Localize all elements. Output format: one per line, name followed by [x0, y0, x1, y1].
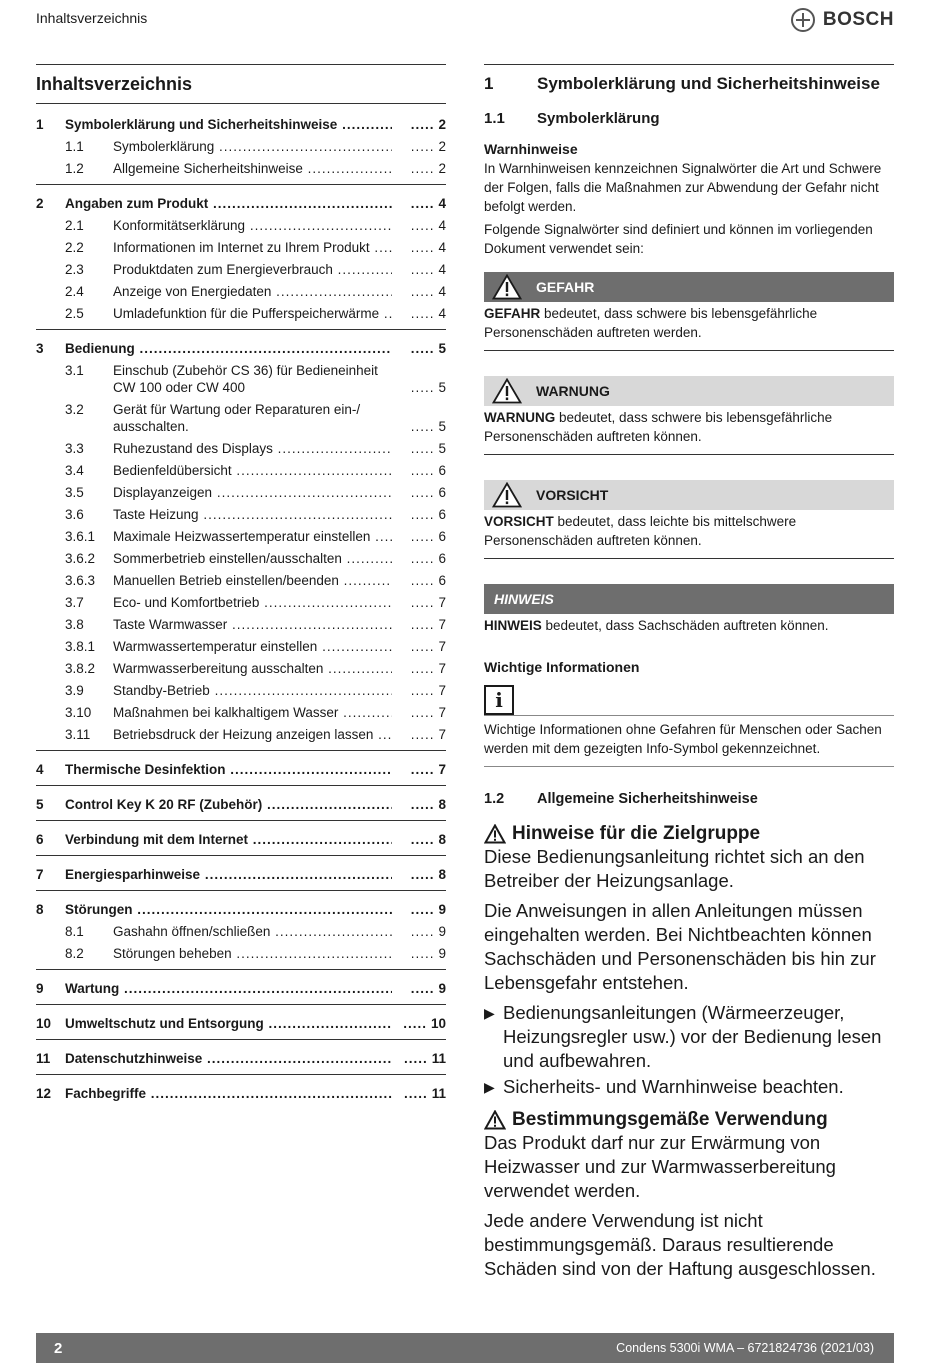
toc-entry-page: ..... 9 — [396, 899, 446, 921]
toc-group — [36, 750, 446, 785]
toc-group — [36, 785, 446, 820]
toc-subentry-number: 3.6 — [65, 507, 84, 522]
bullet-text: Bedienungsanleitungen (Wärmeerzeuger, Heizungsregler usw.) vor der Bedienung lesen und aufbewahren. — [503, 1002, 882, 1071]
toc-group — [36, 820, 446, 855]
toc-subentry-title: Standby-Betrieb ..... — [113, 680, 392, 702]
toc-entry-title: Wartung ..... — [65, 978, 392, 1000]
toc-subentry-page: ..... 2 — [396, 136, 446, 158]
toc-group — [36, 1074, 446, 1109]
toc-subentry-number: 3.4 — [65, 463, 84, 478]
toc-entry-number: 9 — [36, 981, 44, 996]
bullet-arrow-icon: ▶ — [484, 1005, 495, 1021]
toc-entry[interactable] — [36, 759, 446, 781]
signal-word: GEFAHR — [536, 279, 595, 295]
toc-subentry[interactable] — [36, 570, 446, 592]
toc-subentry-title: Displayanzeigen ..... — [113, 482, 392, 504]
toc-subentry-title: Bedienfeldübersicht ..... — [113, 460, 392, 482]
toc-subentry-number: 2.2 — [65, 240, 84, 255]
toc-group — [36, 1039, 446, 1074]
toc-entry[interactable] — [36, 114, 446, 136]
toc-group — [36, 104, 446, 184]
toc-subentry-number: 3.8.2 — [65, 661, 96, 676]
toc-subentry-page: ..... 4 — [396, 281, 446, 303]
toc-subentry-number: 2.4 — [65, 284, 84, 299]
warnung-description — [484, 408, 894, 455]
toc-subentry-number: 3.7 — [65, 595, 84, 610]
toc-entry-title: Verbindung mit dem Internet ..... — [65, 829, 392, 851]
toc-subentry-number: 3.8 — [65, 617, 84, 632]
warnung-bar — [484, 376, 894, 406]
hinweis-bar — [484, 584, 894, 614]
section-1 — [484, 64, 894, 1281]
toc-subentry-number: 8.1 — [65, 924, 84, 939]
page-footer — [36, 1333, 894, 1363]
verwendung-paragraph-2: Jede andere Verwendung ist nicht bestimmungsgemäß. Daraus resultierende Schäden sind von der Haftung ausgeschlossen. — [484, 1210, 876, 1279]
vorsicht-bold: VORSICHT — [484, 514, 554, 529]
list-item — [484, 1075, 894, 1099]
toc-subentry[interactable] — [36, 482, 446, 504]
vorsicht-description — [484, 512, 894, 559]
toc-entry[interactable] — [36, 338, 446, 360]
toc-subentry-title: Maximale Heizwassertemperatur einstellen ..... — [113, 526, 392, 548]
toc-subentry[interactable] — [36, 680, 446, 702]
toc-entry-number: 2 — [36, 196, 44, 211]
toc-entry-page: ..... 11 — [396, 1083, 446, 1105]
toc-entry-number: 12 — [36, 1086, 52, 1101]
toc-subentry[interactable] — [36, 438, 446, 460]
gefahr-bar — [484, 272, 894, 302]
toc-subentry-number: 8.2 — [65, 946, 84, 961]
brand-wordmark: BOSCH — [822, 9, 894, 30]
toc-subentry-title: Eco- und Komfortbetrieb ..... — [113, 592, 392, 614]
info-symbol-row — [484, 685, 894, 716]
toc-entry-title: Fachbegriffe ..... — [65, 1083, 392, 1105]
toc-entry-number: 4 — [36, 762, 44, 777]
hinweis-text: bedeutet, dass Sachschäden auftreten können. — [541, 618, 829, 633]
toc-subentry-page: ..... 6 — [396, 526, 446, 548]
toc-group — [36, 855, 446, 890]
toc-entry[interactable] — [36, 1048, 446, 1070]
toc-entry-number: 3 — [36, 341, 44, 356]
toc-subentry-page: ..... 4 — [396, 303, 446, 325]
toc-entry[interactable] — [36, 978, 446, 1000]
toc-entry[interactable] — [36, 794, 446, 816]
zielgruppe-heading — [484, 823, 894, 845]
toc-subentry-page: ..... 4 — [396, 215, 446, 237]
toc-subentry-title: Taste Warmwasser ..... — [113, 614, 392, 636]
toc-subentry-page: ..... 5 — [396, 377, 446, 399]
toc-subentry-page: ..... 7 — [396, 636, 446, 658]
section-number: 1 — [484, 74, 494, 93]
signal-word: VORSICHT — [536, 487, 609, 503]
toc-subentry-title: Produktdaten zum Energieverbrauch ..... — [113, 259, 392, 281]
table-of-contents — [36, 64, 446, 1109]
toc-subentry[interactable] — [36, 259, 446, 281]
toc-subentry[interactable] — [36, 303, 446, 325]
bullet-arrow-icon: ▶ — [484, 1079, 495, 1095]
warning-triangle-icon — [484, 824, 506, 844]
toc-subentry[interactable] — [36, 360, 446, 399]
toc-subentry-number: 3.10 — [65, 705, 92, 720]
toc-subentry-title: Manuellen Betrieb einstellen/beenden ..... — [113, 570, 392, 592]
toc-entry-title: Bedienung ..... — [65, 338, 392, 360]
toc-subentry[interactable] — [36, 237, 446, 259]
toc-subentry-page: ..... 9 — [396, 921, 446, 943]
gefahr-description — [484, 304, 894, 351]
toc-subentry[interactable] — [36, 399, 446, 438]
toc-subentry[interactable] — [36, 702, 446, 724]
zielgruppe-paragraph-2: Die Anweisungen in allen Anleitungen müssen eingehalten werden. Bei Nichtbeachten können Sachschäden und Personenschäden bis hin zur Lebensgefahr entstehen. — [484, 900, 876, 993]
toc-entry[interactable] — [36, 193, 446, 215]
toc-subentry-number: 3.3 — [65, 441, 84, 456]
toc-subentry-number: 3.6.1 — [65, 529, 96, 544]
toc-subentry-title: Taste Heizung ..... — [113, 504, 392, 526]
page-number: 2 — [54, 1339, 63, 1357]
warnhinweise-paragraph-2: Folgende Signalwörter sind definiert und können im vorliegenden Dokument verwendet sein: — [484, 222, 873, 256]
toc-subentry-number: 2.5 — [65, 306, 84, 321]
document-reference: Condens 5300i WMA – 6721824736 (2021/03) — [616, 1341, 874, 1355]
toc-subentry-title: Anzeige von Energiedaten ..... — [113, 281, 392, 303]
warnung-bold: WARNUNG — [484, 410, 556, 425]
toc-subentry[interactable] — [36, 943, 446, 965]
subsection-title: Allgemeine Sicherheitshinweise — [537, 791, 758, 807]
toc-group — [36, 184, 446, 329]
toc-subentry[interactable] — [36, 158, 446, 180]
toc-subentry-number: 3.2 — [65, 402, 84, 417]
toc-subentry-page: ..... 5 — [396, 416, 446, 438]
toc-subentry-number: 3.6.2 — [65, 551, 96, 566]
toc-subentry-number: 3.1 — [65, 363, 84, 378]
toc-subentry-number: 3.9 — [65, 683, 84, 698]
toc-subentry[interactable] — [36, 136, 446, 158]
zielgruppe-paragraph-1: Diese Bedienungsanleitung richtet sich an den Betreiber der Heizungsanlage. — [484, 846, 865, 891]
toc-group — [36, 890, 446, 969]
toc-entry-page: ..... 8 — [396, 864, 446, 886]
bullet-text: Sicherheits- und Warnhinweise beachten. — [503, 1076, 844, 1097]
toc-subentry-number: 3.6.3 — [65, 573, 96, 588]
toc-subentry-number: 3.8.1 — [65, 639, 96, 654]
toc-entry-title: Energiesparhinweise ..... — [65, 864, 392, 886]
toc-entry[interactable] — [36, 864, 446, 886]
toc-subentry-title: Umladefunktion für die Pufferspeicherwärme ..... — [113, 303, 392, 325]
toc-subentry-title: Symbolerklärung ..... — [113, 136, 392, 158]
toc-entry-page: ..... 2 — [396, 114, 446, 136]
toc-entry-number: 5 — [36, 797, 44, 812]
toc-entry-title: Control Key K 20 RF (Zubehör) ..... — [65, 794, 392, 816]
toc-entry-title: Thermische Desinfektion ..... — [65, 759, 392, 781]
vorsicht-text: bedeutet, dass leichte bis mittelschwere Personenschäden auftreten können. — [484, 514, 797, 548]
toc-subentry-page: ..... 7 — [396, 724, 446, 746]
toc-entry-title: Symbolerklärung und Sicherheitshinweise ..... — [65, 114, 392, 136]
warnhinweise-heading: Warnhinweise — [484, 141, 578, 157]
section-title: Symbolerklärung und Sicherheitshinweise — [537, 74, 880, 93]
toc-group — [36, 1004, 446, 1039]
toc-subentry-title: Informationen im Internet zu Ihrem Produkt ..... — [113, 237, 392, 259]
info-icon: i — [484, 685, 514, 715]
toc-entry-page: ..... 11 — [396, 1048, 446, 1070]
toc-subentry[interactable] — [36, 504, 446, 526]
bosch-logo — [791, 8, 894, 32]
toc-entry-number: 8 — [36, 902, 44, 917]
running-header: Inhaltsverzeichnis — [36, 10, 148, 26]
vorsicht-bar — [484, 480, 894, 510]
toc-group — [36, 329, 446, 750]
toc-subentry-number: 3.11 — [65, 727, 91, 742]
warnung-text: bedeutet, dass schwere bis lebensgefährliche Personenschäden auftreten können. — [484, 410, 833, 444]
verwendung-heading — [484, 1109, 894, 1131]
toc-subentry-page: ..... 6 — [396, 548, 446, 570]
toc-entry-page: ..... 4 — [396, 193, 446, 215]
toc-subentry-number: 3.5 — [65, 485, 84, 500]
toc-subentry-page: ..... 5 — [396, 438, 446, 460]
section-1-2-heading — [484, 791, 894, 807]
toc-subentry-title: Maßnahmen bei kalkhaltigem Wasser ..... — [113, 702, 392, 724]
toc-subentry[interactable] — [36, 724, 446, 746]
toc-subentry-page: ..... 4 — [396, 259, 446, 281]
subsection-number: 1.2 — [484, 791, 505, 807]
toc-subentry-title: Einschub (Zubehör CS 36) für Bedieneinheit CW 100 oder CW 400 — [113, 363, 378, 395]
toc-subentry-page: ..... 6 — [396, 482, 446, 504]
bosch-armature-icon — [791, 8, 815, 32]
toc-entry-page: ..... 10 — [396, 1013, 446, 1035]
toc-subentry-page: ..... 2 — [396, 158, 446, 180]
toc-subentry-number: 2.3 — [65, 262, 84, 277]
gefahr-bold: GEFAHR — [484, 306, 541, 321]
toc-subentry-title: Störungen beheben ..... — [113, 943, 392, 965]
toc-subentry[interactable] — [36, 614, 446, 636]
warning-triangle-icon — [492, 482, 522, 508]
section-1-1-heading — [484, 110, 894, 127]
toc-subentry-page: ..... 9 — [396, 943, 446, 965]
toc-subentry-page: ..... 6 — [396, 460, 446, 482]
info-description: Wichtige Informationen ohne Gefahren für Menschen oder Sachen werden mit dem gezeigten Info-Symbol gekennzeichnet. — [484, 720, 894, 767]
toc-subentry-page: ..... 7 — [396, 658, 446, 680]
toc-subentry-page: ..... 6 — [396, 504, 446, 526]
toc-subentry-page: ..... 7 — [396, 680, 446, 702]
toc-subentry-title: Gashahn öffnen/schließen ..... — [113, 921, 392, 943]
info-heading: Wichtige Informationen — [484, 659, 640, 675]
warning-triangle-icon — [492, 378, 522, 404]
warning-triangle-icon — [492, 274, 522, 300]
toc-entry-number: 7 — [36, 867, 44, 882]
toc-subentry-page: ..... 7 — [396, 614, 446, 636]
toc-subentry-number: 1.2 — [65, 161, 84, 176]
toc-entry[interactable] — [36, 899, 446, 921]
warning-triangle-icon — [484, 1110, 506, 1130]
toc-subentry-title: Betriebsdruck der Heizung anzeigen lassen ..... — [113, 724, 392, 746]
gefahr-text: bedeutet, dass schwere bis lebensgefährliche Personenschäden auftreten werden. — [484, 306, 818, 340]
verwendung-paragraph-1: Das Produkt darf nur zur Erwärmung von Heizwasser und zur Warmwasserbereitung verwendet werden. — [484, 1132, 836, 1201]
toc-subentry-page: ..... 4 — [396, 237, 446, 259]
toc-entry-page: ..... 9 — [396, 978, 446, 1000]
toc-subentry-title: Allgemeine Sicherheitshinweise ..... — [113, 158, 392, 180]
toc-subentry[interactable] — [36, 526, 446, 548]
toc-entry-number: 11 — [36, 1051, 51, 1066]
toc-entry-number: 10 — [36, 1016, 52, 1031]
section-1-heading — [484, 64, 894, 94]
signal-word: WARNUNG — [536, 383, 610, 399]
toc-entry-title: Umweltschutz und Entsorgung ..... — [65, 1013, 392, 1035]
toc-subentry[interactable] — [36, 658, 446, 680]
toc-subentry[interactable] — [36, 460, 446, 482]
toc-entry-title: Datenschutzhinweise ..... — [65, 1048, 392, 1070]
toc-entry-number: 1 — [36, 117, 44, 132]
verwendung-title: Bestimmungsgemäße Verwendung — [512, 1109, 828, 1130]
toc-entry-title: Angaben zum Produkt ..... — [65, 193, 392, 215]
toc-title: Inhaltsverzeichnis — [36, 64, 446, 104]
toc-entry[interactable] — [36, 1083, 446, 1105]
toc-subentry[interactable] — [36, 636, 446, 658]
toc-subentry-page: ..... 6 — [396, 570, 446, 592]
toc-subentry-title: Konformitätserklärung ..... — [113, 215, 392, 237]
toc-subentry-title: Ruhezustand des Displays ..... — [113, 438, 392, 460]
toc-groups — [36, 104, 446, 1109]
toc-subentry-title: Warmwassertemperatur einstellen ..... — [113, 636, 392, 658]
toc-subentry[interactable] — [36, 921, 446, 943]
toc-entry-page: ..... 7 — [396, 759, 446, 781]
toc-subentry-page: ..... 7 — [396, 592, 446, 614]
toc-entry-title: Störungen ..... — [65, 899, 392, 921]
toc-entry-page: ..... 8 — [396, 829, 446, 851]
toc-entry-page: ..... 5 — [396, 338, 446, 360]
list-item — [484, 1001, 894, 1073]
toc-subentry[interactable] — [36, 592, 446, 614]
toc-entry-page: ..... 8 — [396, 794, 446, 816]
toc-subentry-title: Gerät für Wartung oder Reparaturen ein-/ ausschalten. — [113, 402, 361, 434]
toc-entry[interactable] — [36, 1013, 446, 1035]
toc-subentry-number: 1.1 — [65, 139, 84, 154]
signal-word: HINWEIS — [494, 591, 554, 607]
toc-subentry-title: Warmwasserbereitung ausschalten ..... — [113, 658, 392, 680]
toc-subentry[interactable] — [36, 215, 446, 237]
toc-subentry-title: Sommerbetrieb einstellen/ausschalten ..... — [113, 548, 392, 570]
toc-group — [36, 969, 446, 1004]
toc-subentry[interactable] — [36, 281, 446, 303]
toc-subentry[interactable] — [36, 548, 446, 570]
toc-subentry-page: ..... 7 — [396, 702, 446, 724]
toc-entry-number: 6 — [36, 832, 44, 847]
zielgruppe-title: Hinweise für die Zielgruppe — [512, 823, 761, 844]
subsection-title: Symbolerklärung — [537, 110, 660, 127]
toc-subentry-number: 2.1 — [65, 218, 84, 233]
subsection-number: 1.1 — [484, 110, 505, 127]
hinweis-description — [484, 616, 894, 635]
hinweis-bold: HINWEIS — [484, 618, 542, 633]
warnhinweise-paragraph-1: In Warnhinweisen kennzeichnen Signalwörter die Art und Schwere der Folgen, falls die Maßnahmen zur Abwendung der Gefahr nicht befolgt werden. — [484, 161, 882, 214]
toc-entry[interactable] — [36, 829, 446, 851]
